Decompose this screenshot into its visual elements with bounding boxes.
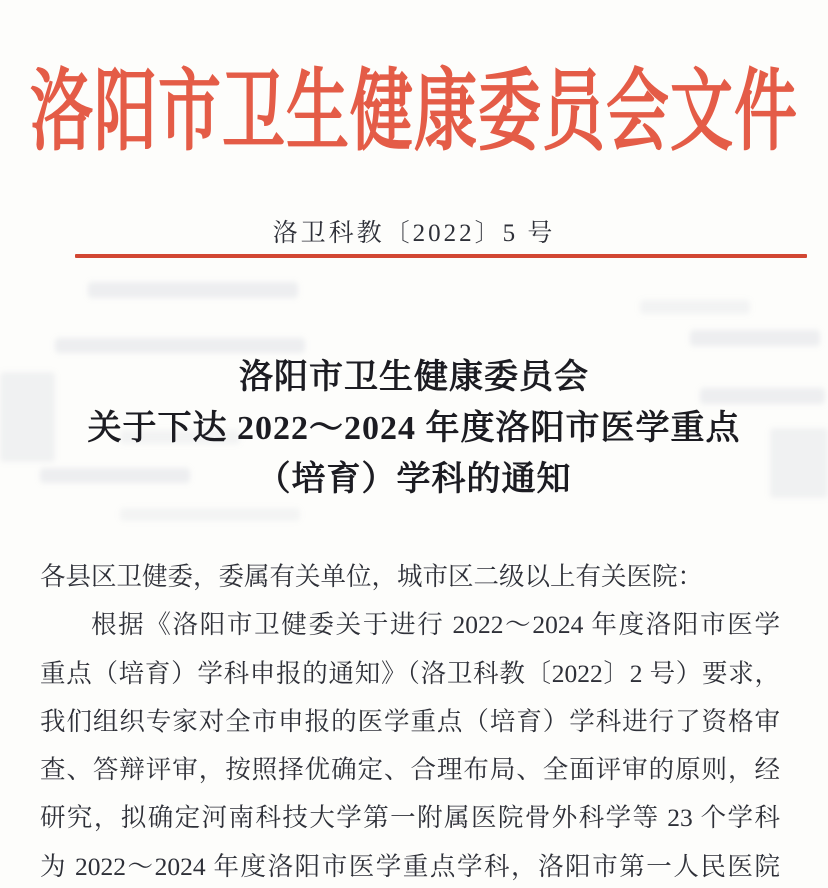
body-line: 查、答辩评审，按照择优确定、合理布局、全面评审的原则，经 bbox=[40, 755, 780, 785]
document-title bbox=[0, 352, 828, 505]
salutation-line: 各县区卫健委，委属有关单位，城市区二级以上有关医院： bbox=[40, 562, 704, 591]
scan-bleedthrough-artifact bbox=[120, 508, 300, 521]
scan-bleedthrough-artifact bbox=[690, 330, 820, 346]
body-line: 我们组织专家对全市申报的医学重点（培育）学科进行了资格审 bbox=[40, 706, 780, 736]
document-title-line-3: （培育）学科的通知 bbox=[256, 461, 572, 498]
body-line: 研究，拟确定河南科技大学第一附属医院骨外科学等 23 个学科 bbox=[40, 803, 780, 833]
letterhead-title: 洛阳市卫生健康委员会文件 bbox=[30, 62, 798, 163]
body-line: 根据《洛阳市卫健委关于进行 2022～2024 年度洛阳市医学 bbox=[91, 610, 780, 640]
body-line: 为 2022～2024 年度洛阳市医学重点学科，洛阳市第一人民医院 bbox=[40, 851, 780, 881]
red-divider-line bbox=[75, 254, 807, 258]
scan-bleedthrough-artifact bbox=[88, 282, 298, 298]
scan-bleedthrough-artifact bbox=[55, 338, 305, 353]
scan-bleedthrough-artifact bbox=[640, 300, 750, 314]
body-line: 重点（培育）学科申报的通知》（洛卫科教〔2022〕2 号）要求， bbox=[40, 658, 780, 688]
document-body bbox=[40, 553, 780, 888]
document-number: 洛卫科教〔2022〕5 号 bbox=[272, 220, 556, 247]
document-title-line-2: 关于下达 2022～2024 年度洛阳市医学重点 bbox=[87, 410, 741, 447]
document-title-line-1: 洛阳市卫生健康委员会 bbox=[239, 359, 589, 396]
